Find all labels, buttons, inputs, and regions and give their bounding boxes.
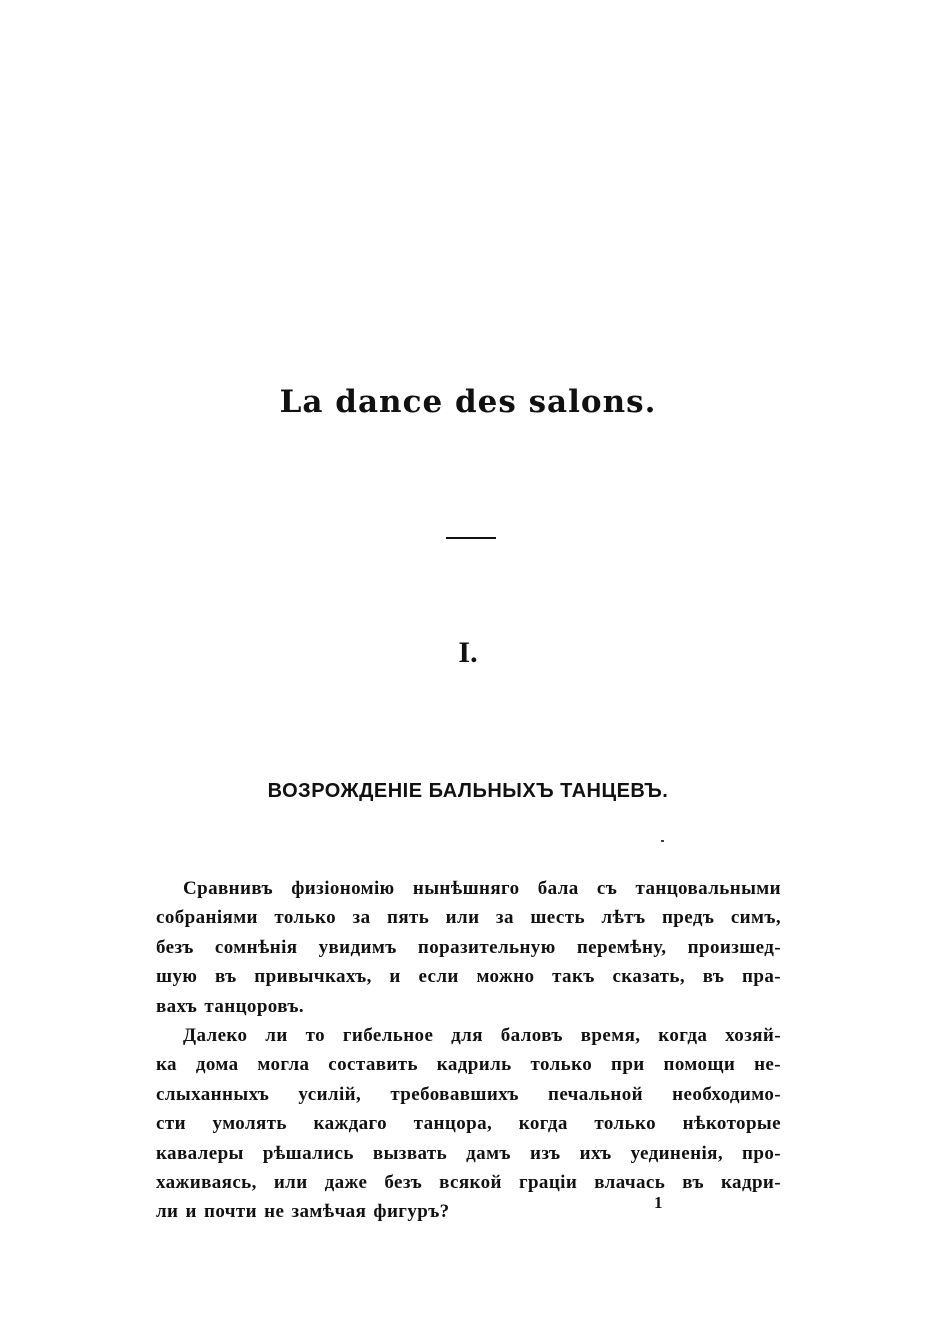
text-line: хаживаясь, или даже безъ всякой граціи влачась въ кадри-	[156, 1172, 781, 1194]
text-line: шую въ привычкахъ, и если можно такъ сказать, въ пра-	[156, 966, 781, 988]
text-line: сти умолять каждаго танцора, когда только нѣкоторые	[156, 1113, 781, 1135]
text-line: кавалеры рѣшались вызвать дамъ изъ ихъ уединенія, про-	[156, 1142, 781, 1164]
text-line: Сравнивъ физіономію нынѣшняго бала съ танцовальными	[183, 878, 781, 899]
text-line: собраніями только за пять или за шесть лѣтъ предъ симъ,	[156, 907, 781, 929]
body-text	[156, 874, 781, 1227]
chapter-title: ВОЗРОЖДЕНІЕ БАЛЬНЫХЪ ТАНЦЕВЪ.	[267, 780, 669, 802]
text-line: ка дома могла составить кадриль только при помощи не-	[156, 1054, 781, 1076]
paragraph	[156, 1021, 781, 1227]
text-line: Далеко ли то гибельное для баловъ время, когда хозяй-	[183, 1025, 781, 1047]
page-title: La dance des salons.	[279, 384, 657, 420]
signature-mark: 1	[654, 1193, 663, 1212]
chapter-number: I.	[458, 636, 478, 669]
paragraph	[156, 874, 781, 1021]
text-line: безъ сомнѣнія увидимъ поразительную перемѣну, произшед-	[156, 936, 781, 958]
print-speck	[661, 840, 664, 842]
text-line: ли и почти не замѣчая фигуръ?	[156, 1201, 450, 1223]
text-line: слыханныхъ усилій, требовавшихъ печальной необходимо-	[156, 1083, 781, 1105]
divider-rule	[446, 537, 496, 539]
text-line: вахъ танцоровъ.	[156, 995, 305, 1017]
